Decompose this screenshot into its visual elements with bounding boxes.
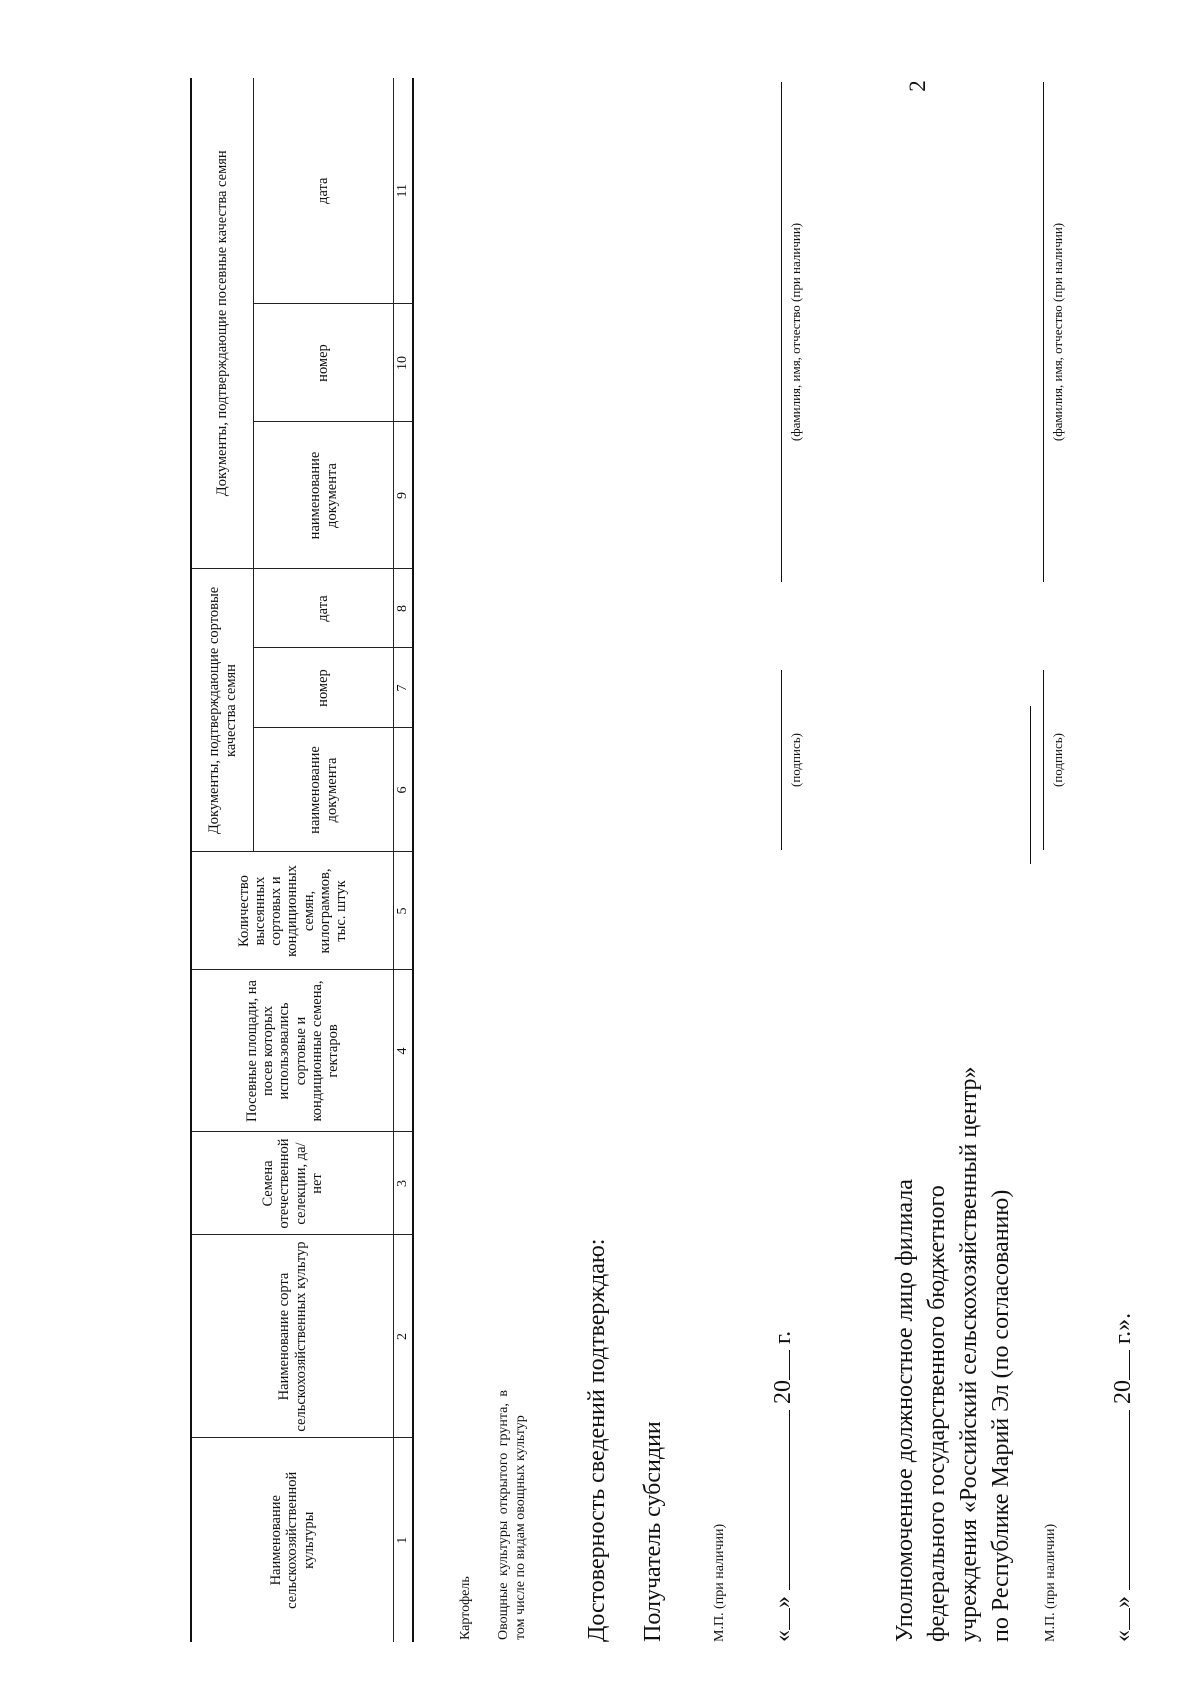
official-line: Уполномоченное должностное лицо филиала: [892, 1179, 918, 1642]
official-date-line: [1108, 1313, 1140, 1642]
seeds-table: [190, 78, 414, 1642]
name-caption: (фамилия, имя, отчество (при наличии): [788, 222, 803, 442]
date-close-quote: »: [770, 1596, 796, 1608]
date-close-quote: »: [1110, 1596, 1136, 1608]
header-sowing-docs: Документы, подтверждающие посевные качества семян: [191, 78, 254, 569]
date-open-quote: «: [1110, 1630, 1136, 1642]
year-blank[interactable]: [789, 1350, 790, 1380]
subsidy-recipient-label: Получатель субсидии: [640, 1421, 666, 1642]
month-blank[interactable]: [1129, 1410, 1130, 1590]
column-number: 4: [394, 970, 414, 1132]
signature-caption: (подпись): [788, 733, 803, 787]
column-number: 7: [394, 648, 414, 728]
official-line: федерального государственного бюджетного: [923, 1185, 950, 1642]
column-number: 8: [394, 569, 414, 648]
closing-separator-line: [1030, 706, 1031, 864]
official-line: по Республике Марий Эл (по согласованию): [987, 1189, 1014, 1642]
date-suffix: г.: [770, 1330, 796, 1344]
page-number: 2: [905, 80, 930, 92]
authorized-official-label: [890, 1067, 1018, 1642]
column-number: 5: [394, 852, 414, 970]
page-content-rotated: [190, 82, 1194, 1642]
signature-caption: (подпись): [1050, 733, 1065, 787]
year-blank[interactable]: [1129, 1350, 1130, 1380]
header-sown-area: Посевные площади, на посев которых использовались сортовые и кондиционные семена, гектаров: [191, 970, 394, 1132]
column-number: 3: [394, 1132, 414, 1235]
name-caption: (фамилия, имя, отчество (при наличии): [1050, 222, 1065, 442]
header-variety-name: Наименование сорта сельскохозяйственных культур: [191, 1235, 394, 1438]
crop-vegetables: Овощные культуры открытого грунта, в том числе по видам овощных культур: [496, 1390, 528, 1640]
header-sowing-doc-number: номер: [254, 304, 394, 422]
year-prefix: 20: [770, 1380, 796, 1404]
year-prefix: 20: [1110, 1380, 1136, 1404]
header-varietal-doc-date: дата: [254, 569, 394, 648]
confirmation-title: Достоверность сведений подтверждаю:: [584, 1238, 610, 1642]
month-blank[interactable]: [789, 1410, 790, 1590]
seal-placeholder: М.П. (при наличии): [712, 1523, 727, 1642]
header-varietal-doc-name: наименование документа: [254, 728, 394, 852]
column-number: 2: [394, 1235, 414, 1438]
column-number: 9: [394, 422, 414, 569]
header-seed-quantity: Количество высеянных сортовых и кондиционных семян, килограммов, тыс. штук: [191, 852, 394, 970]
recipient-name-line[interactable]: [781, 82, 782, 582]
header-varietal-docs: Документы, подтверждающие сортовые качества семян: [191, 569, 254, 852]
header-crop-name: Наименование сельскохозяйственной культуры: [191, 1438, 394, 1642]
date-open-quote: «: [770, 1630, 796, 1642]
header-sowing-doc-name: наименование документа: [254, 422, 394, 569]
header-sowing-doc-date: дата: [254, 78, 394, 304]
seal-placeholder: М.П. (при наличии): [1043, 1523, 1058, 1642]
official-name-line[interactable]: [1043, 82, 1044, 582]
official-signature-line[interactable]: [1043, 670, 1044, 850]
column-number: 6: [394, 728, 414, 852]
column-number: 11: [394, 78, 414, 304]
column-number: 1: [394, 1438, 414, 1642]
header-varietal-doc-number: номер: [254, 648, 394, 728]
date-suffix: г.».: [1110, 1312, 1136, 1344]
day-blank[interactable]: [789, 1608, 790, 1630]
header-domestic-seeds: Семена отечественной селекции, да/нет: [191, 1132, 394, 1235]
column-number: 10: [394, 304, 414, 422]
recipient-date-line: [768, 1331, 800, 1642]
day-blank[interactable]: [1129, 1608, 1130, 1630]
official-line: учреждения «Российский сельскохозяйственный центр»: [955, 1066, 982, 1642]
recipient-signature-line[interactable]: [781, 670, 782, 850]
crop-potato: Картофель: [458, 1576, 473, 1640]
